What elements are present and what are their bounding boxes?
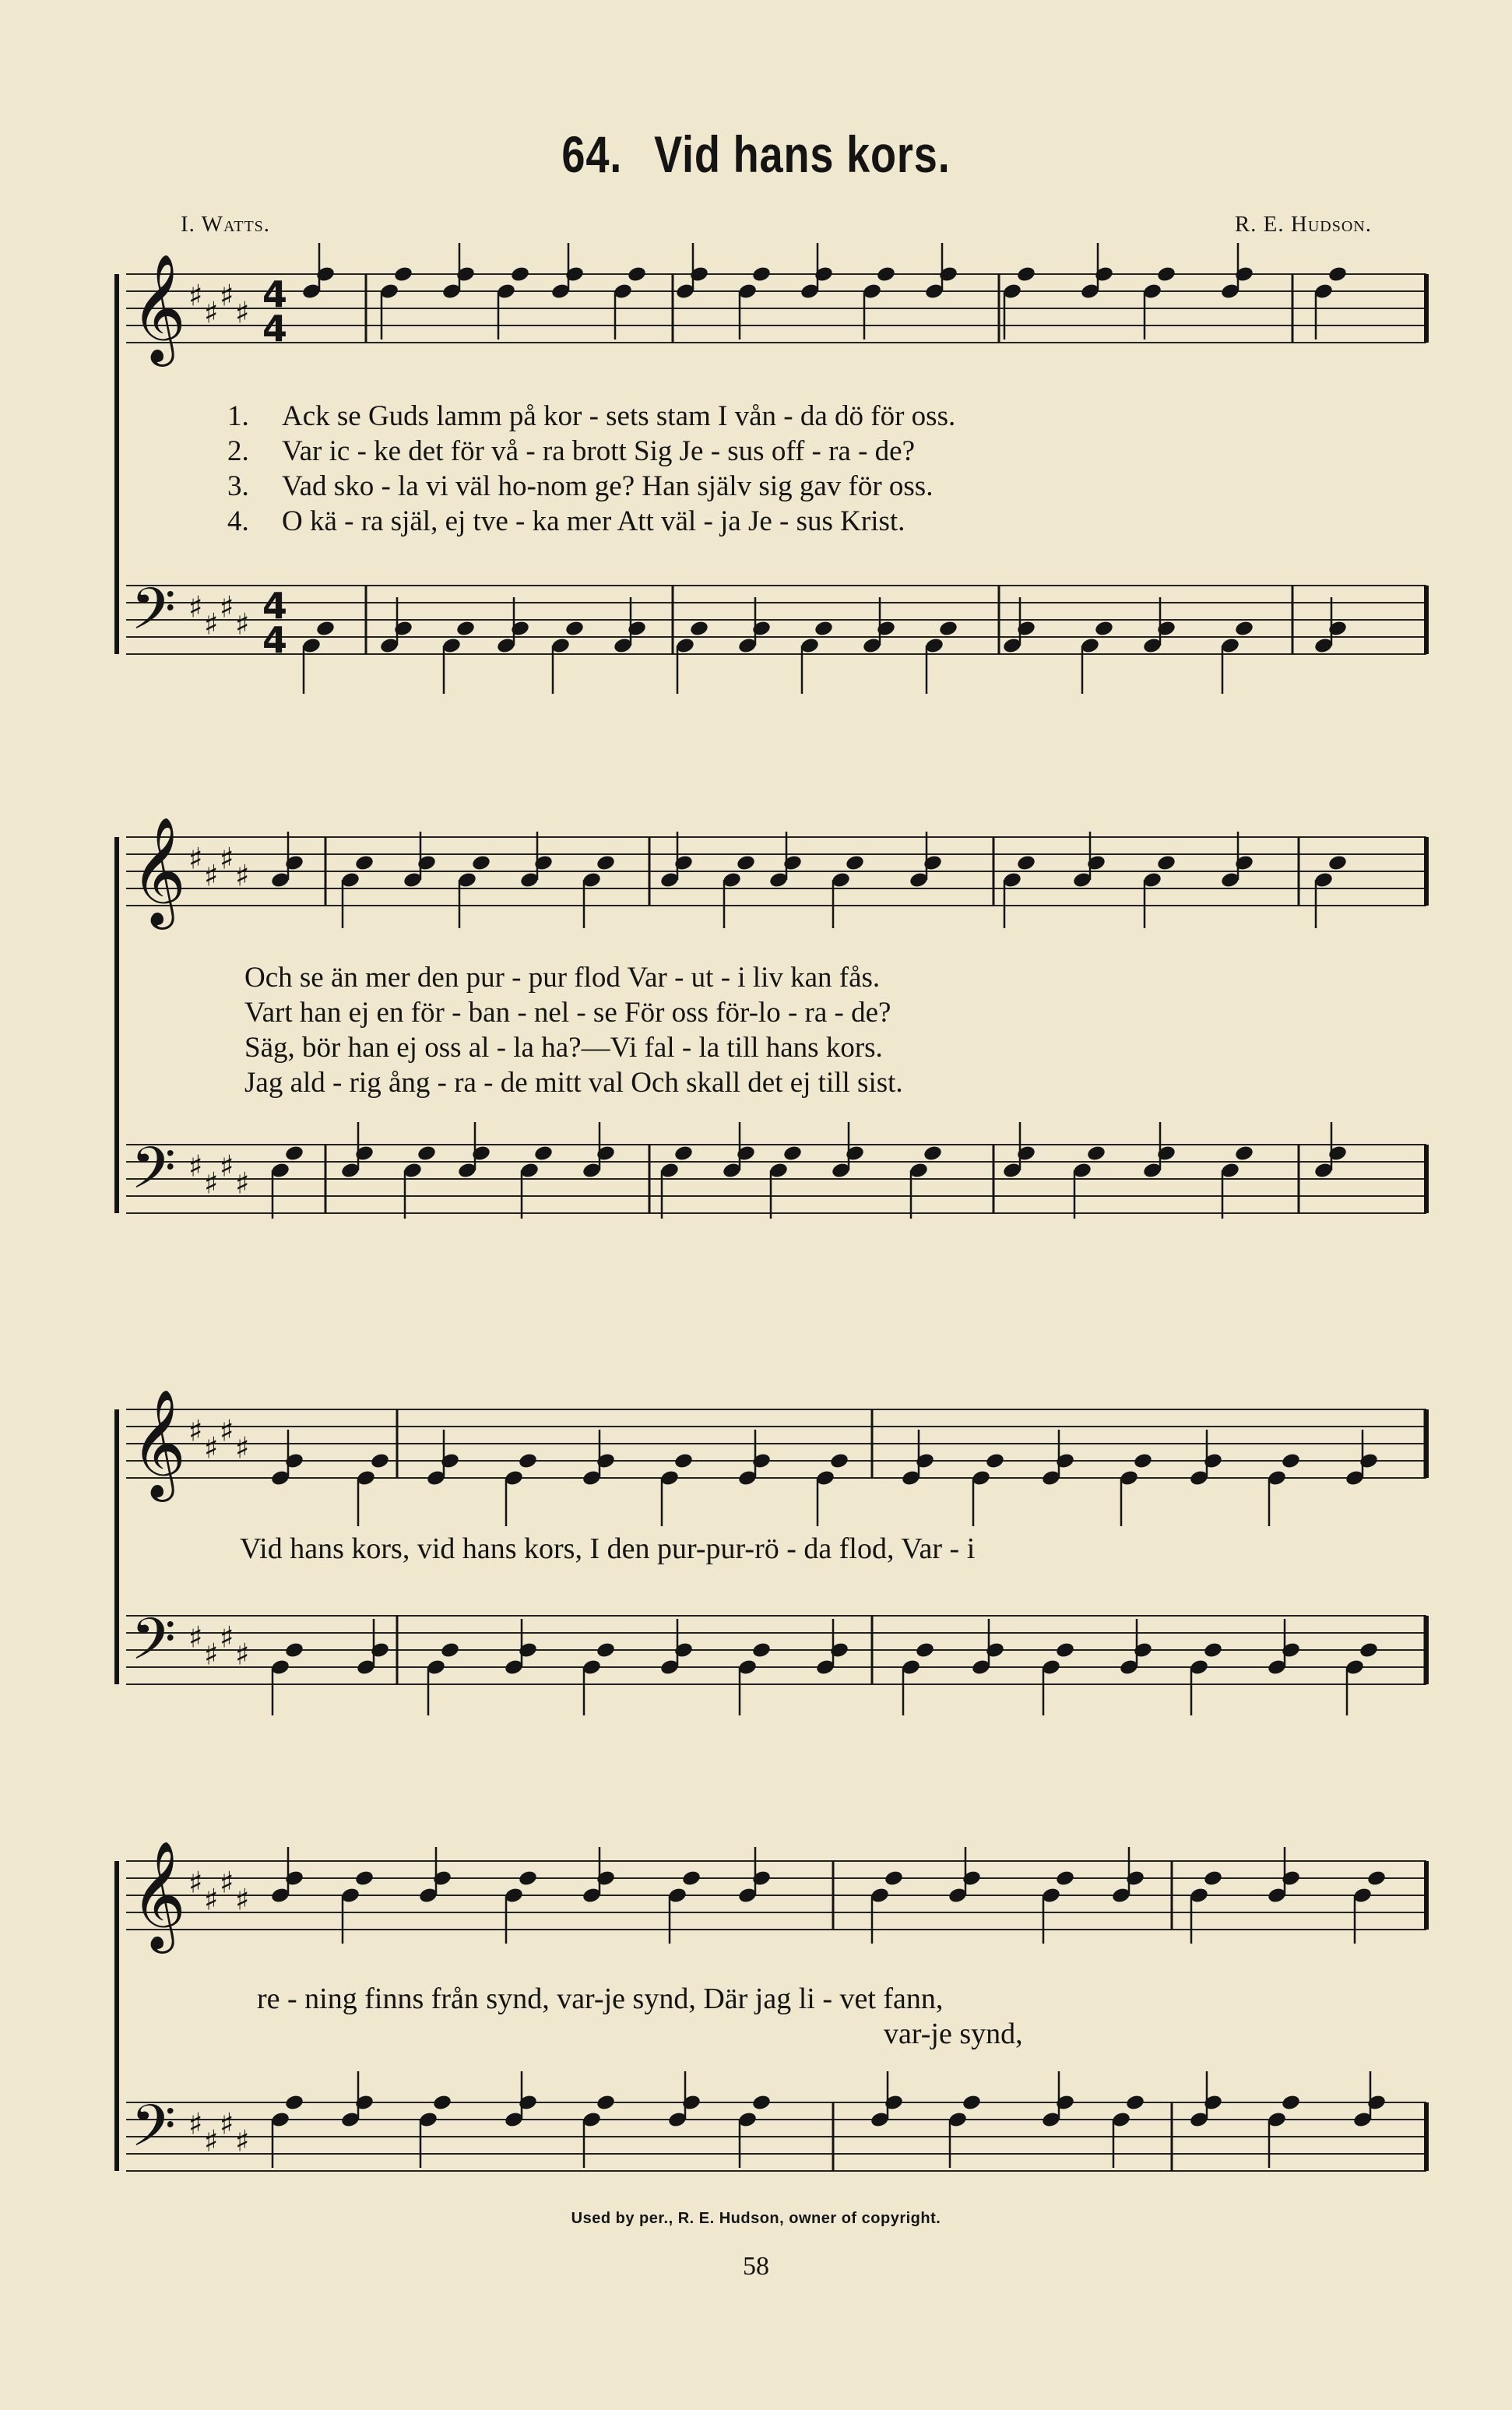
sharp-icon: ♯ <box>235 295 250 330</box>
note-head <box>736 854 756 872</box>
note-head <box>1055 1641 1075 1659</box>
note-head <box>845 854 865 872</box>
verse-1-line-1: 1. Ack se Guds lamm på kor - sets stam I vån - da dö för oss. <box>227 400 956 432</box>
note-head <box>564 620 585 638</box>
note-head <box>284 2094 304 2112</box>
sharp-icon: ♯ <box>235 1166 250 1201</box>
note-head <box>751 2094 772 2112</box>
sharp-icon: ♯ <box>204 1166 219 1201</box>
sharp-icon: ♯ <box>188 1620 203 1655</box>
note-head <box>681 1870 701 1888</box>
chorus-echo: var-je synd, <box>884 2018 1023 2050</box>
note-head <box>533 1145 554 1163</box>
bass-clef-icon: 𝄢 <box>131 1135 176 1216</box>
note-head <box>518 1452 538 1470</box>
note-head <box>1327 266 1348 283</box>
sharp-icon: ♯ <box>204 1430 219 1465</box>
note-head <box>1203 1641 1223 1659</box>
note-head <box>471 854 491 872</box>
sharp-icon: ♯ <box>235 1430 250 1465</box>
sharp-icon: ♯ <box>220 1149 234 1184</box>
verse-2-line-2: Vart han ej en för - ban - nel - se För oss för-lo - ra - de? <box>244 997 891 1029</box>
bass-clef-icon: 𝄢 <box>131 575 176 657</box>
treble-clef-icon: 𝄞 <box>131 1841 186 1949</box>
sharp-icon: ♯ <box>204 607 219 642</box>
note-head <box>284 1145 304 1163</box>
hymn-title-text: Vid hans kors. <box>654 125 951 183</box>
sharp-icon: ♯ <box>188 589 203 624</box>
note-head <box>1016 854 1036 872</box>
verse-2-line-1: 2. Var ic - ke det för vå - ra brott Sig Je - sus off - ra - de? <box>227 435 916 467</box>
sharp-icon: ♯ <box>188 1149 203 1184</box>
note-head <box>673 1145 694 1163</box>
note-head <box>354 1870 374 1888</box>
note-head <box>432 2094 452 2112</box>
sharp-icon: ♯ <box>235 1882 250 1917</box>
verse-1-line-2: Och se än mer den pur - pur flod Var - ut - i liv kan fås. <box>244 962 881 994</box>
note-head <box>1327 854 1348 872</box>
composer-credit: R. E. Hudson. <box>1234 212 1372 237</box>
copyright-notice: Used by per., R. E. Hudson, owner of copyright. <box>571 2210 941 2227</box>
sharp-icon: ♯ <box>220 589 234 624</box>
note-head <box>915 1641 935 1659</box>
chorus-line-1: Vid hans kors, vid hans kors, I den pur-pur-rö - da flod, Var - i <box>240 1532 976 1565</box>
chorus-line-2: re - ning finns från synd, var-je synd, Där jag li - vet fann, <box>257 1983 944 2015</box>
note-head <box>814 620 834 638</box>
note-head <box>673 1452 694 1470</box>
verse-3-line-2: Säg, bör han ej oss al - la ha?—Vi fal - la till hans kors. <box>244 1032 883 1064</box>
bass-clef-icon: 𝄢 <box>131 1606 176 1687</box>
note-head <box>751 1641 772 1659</box>
sharp-icon: ♯ <box>220 2106 234 2141</box>
note-head <box>596 2094 616 2112</box>
note-head <box>284 1641 304 1659</box>
time-signature: 4 <box>262 273 288 315</box>
note-head <box>985 1452 1005 1470</box>
note-head <box>518 1870 538 1888</box>
note-head <box>315 620 336 638</box>
note-head <box>876 266 896 283</box>
note-head <box>596 854 616 872</box>
sharp-icon: ♯ <box>204 858 219 893</box>
note-head <box>1281 1452 1301 1470</box>
note-head <box>393 266 413 283</box>
sharp-icon: ♯ <box>220 278 234 313</box>
note-head <box>1086 1145 1106 1163</box>
sharp-icon: ♯ <box>235 858 250 893</box>
note-head <box>1366 1870 1387 1888</box>
note-head <box>829 1452 849 1470</box>
note-head <box>884 1870 904 1888</box>
note-head <box>923 1145 943 1163</box>
note-head <box>1359 1641 1379 1659</box>
sharp-icon: ♯ <box>204 1882 219 1917</box>
note-head <box>455 620 476 638</box>
sharp-icon: ♯ <box>188 1413 203 1448</box>
sharp-icon: ♯ <box>204 1637 219 1672</box>
sharp-icon: ♯ <box>188 1865 203 1900</box>
note-head <box>1125 2094 1145 2112</box>
sharp-icon: ♯ <box>204 295 219 330</box>
verse-4-line-2: Jag ald - rig ång - ra - de mitt val Och skall det ej till sist. <box>244 1067 903 1099</box>
note-head <box>1281 2094 1301 2112</box>
note-head <box>1133 1452 1153 1470</box>
note-head <box>1234 620 1254 638</box>
verse-3-line-1: 3. Vad sko - la vi väl ho-nom ge? Han själv sig gav för oss. <box>227 470 934 502</box>
page-number: 58 <box>743 2252 769 2281</box>
note-head <box>962 2094 982 2112</box>
note-head <box>354 854 374 872</box>
note-head <box>1203 1870 1223 1888</box>
note-head <box>440 1641 460 1659</box>
treble-clef-icon: 𝄞 <box>131 1389 186 1497</box>
note-head <box>627 266 647 283</box>
lyricist-credit: I. Watts. <box>181 212 271 237</box>
sharp-icon: ♯ <box>235 2123 250 2158</box>
sharp-icon: ♯ <box>220 841 234 876</box>
sharp-icon: ♯ <box>220 1865 234 1900</box>
note-head <box>689 620 709 638</box>
time-signature: 4 <box>262 619 288 661</box>
note-head <box>510 266 530 283</box>
sharp-icon: ♯ <box>220 1413 234 1448</box>
sharp-icon: ♯ <box>220 1620 234 1655</box>
treble-clef-icon: 𝄞 <box>131 817 186 925</box>
note-head <box>596 1641 616 1659</box>
sharp-icon: ♯ <box>235 1637 250 1672</box>
note-head <box>938 620 958 638</box>
time-signature: 4 <box>262 308 288 350</box>
bass-clef-icon: 𝄢 <box>131 2092 176 2174</box>
note-head <box>1055 1870 1075 1888</box>
note-head <box>1156 854 1176 872</box>
note-head <box>1016 266 1036 283</box>
sharp-icon: ♯ <box>235 607 250 642</box>
sharp-icon: ♯ <box>204 2123 219 2158</box>
sharp-icon: ♯ <box>188 2106 203 2141</box>
note-head <box>370 1452 390 1470</box>
note-head <box>417 1145 437 1163</box>
note-head <box>1156 266 1176 283</box>
sharp-icon: ♯ <box>188 278 203 313</box>
hymn-number: 64. <box>561 125 623 183</box>
note-head <box>1094 620 1114 638</box>
treble-clef-icon: 𝄞 <box>131 254 186 362</box>
note-head <box>782 1145 803 1163</box>
note-head <box>1234 1145 1254 1163</box>
sharp-icon: ♯ <box>188 841 203 876</box>
verse-4-line-1: 4. O kä - ra själ, ej tve - ka mer Att väl - ja Je - sus Krist. <box>227 505 905 537</box>
note-head <box>751 266 772 283</box>
time-signature: 4 <box>262 585 288 627</box>
